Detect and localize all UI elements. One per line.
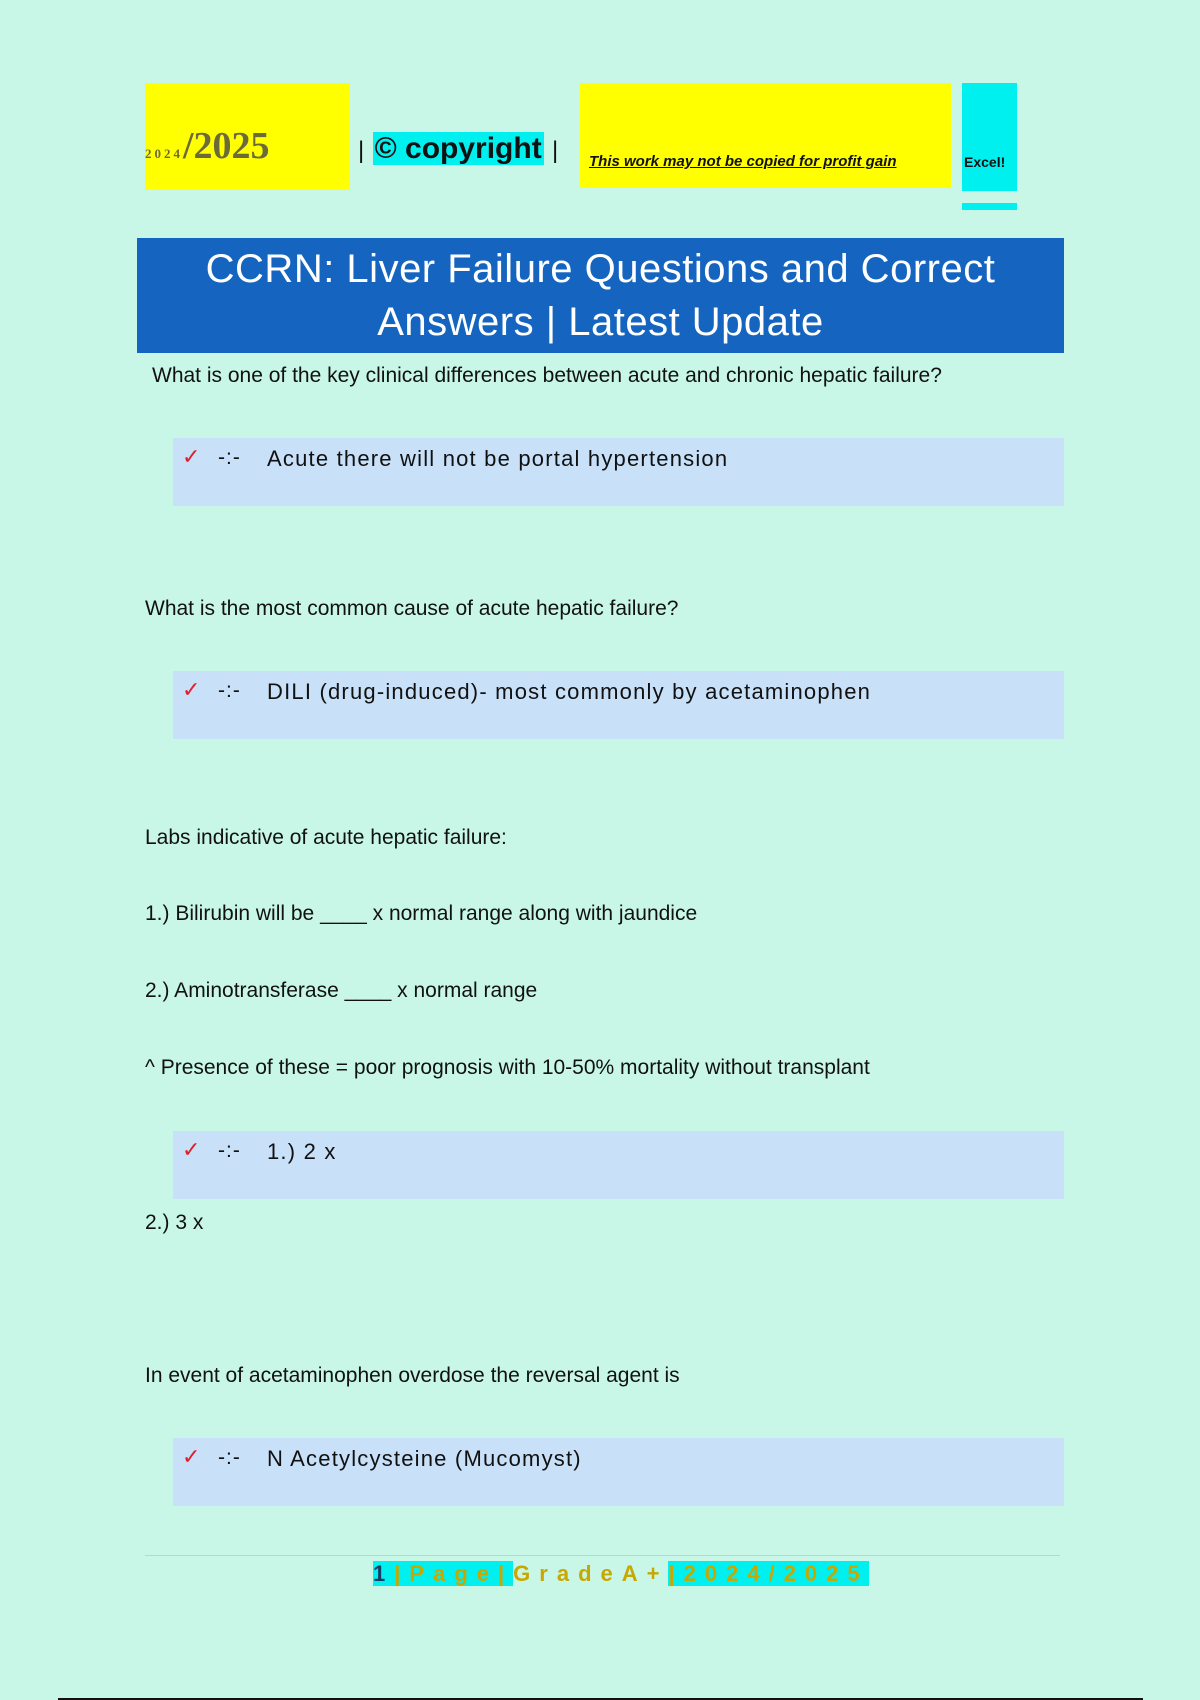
- page-label: |Page|: [394, 1561, 514, 1586]
- excel-label: Excel!: [964, 154, 1006, 170]
- answer-marker: -:-: [218, 1446, 241, 1469]
- answer-1: Acute there will not be portal hypertension: [267, 446, 729, 471]
- question-3-line-3: ^ Presence of these = poor prognosis with 10-50% mortality without transplant: [145, 1056, 870, 1079]
- year-small: 2024: [145, 146, 183, 161]
- page-footer: [373, 1559, 869, 1589]
- footer-divider: [145, 1555, 1060, 1556]
- year-big: /2025: [183, 125, 270, 167]
- answer-box-2: [173, 671, 1064, 739]
- checkmark-icon: ✓: [182, 1137, 201, 1162]
- checkmark-icon: ✓: [182, 677, 201, 702]
- checkmark-icon: ✓: [182, 444, 201, 469]
- page-number: 1: [373, 1561, 395, 1586]
- question-1: What is one of the key clinical differences between acute and chronic hepatic failure?: [152, 364, 942, 387]
- copy-notice: This work may not be copied for profit gain: [589, 153, 897, 170]
- footer-year: |2024/2025: [668, 1561, 869, 1586]
- question-2: What is the most common cause of acute hepatic failure?: [145, 597, 679, 620]
- grade-label: GradeA+: [513, 1561, 669, 1586]
- excel-box: [962, 83, 1017, 191]
- answer-box-4: [173, 1438, 1064, 1506]
- answer-marker: -:-: [218, 679, 241, 702]
- answer-2: DILI (drug-induced)- most commonly by acetaminophen: [267, 679, 872, 704]
- question-3-line-1: 1.) Bilirubin will be ____ x normal range along with jaundice: [145, 902, 698, 925]
- answer-marker: -:-: [218, 1139, 241, 1162]
- divider-right: |: [552, 137, 559, 164]
- year-label: [145, 124, 270, 168]
- answer-marker: -:-: [218, 446, 241, 469]
- document-title: CCRN: Liver Failure Questions and Correct Answers | Latest Update: [205, 246, 996, 344]
- answer-box-3: [173, 1131, 1064, 1199]
- checkmark-icon: ✓: [182, 1444, 201, 1469]
- notice-box: [580, 83, 951, 188]
- answer-3: 1.) 2 x: [267, 1139, 337, 1164]
- answer-box-1: [173, 438, 1064, 506]
- title-banner: [137, 238, 1064, 353]
- divider-left: |: [358, 137, 365, 164]
- copyright-text: © copyright: [374, 132, 542, 165]
- excel-bar: [962, 203, 1017, 210]
- answer-3-continuation: 2.) 3 x: [145, 1211, 204, 1234]
- question-3: Labs indicative of acute hepatic failure:: [145, 826, 507, 849]
- question-4: In event of acetaminophen overdose the reversal agent is: [145, 1364, 680, 1387]
- copyright-label: [358, 132, 558, 166]
- answer-4: N Acetylcysteine (Mucomyst): [267, 1446, 582, 1471]
- question-3-line-2: 2.) Aminotransferase ____ x normal range: [145, 979, 538, 1002]
